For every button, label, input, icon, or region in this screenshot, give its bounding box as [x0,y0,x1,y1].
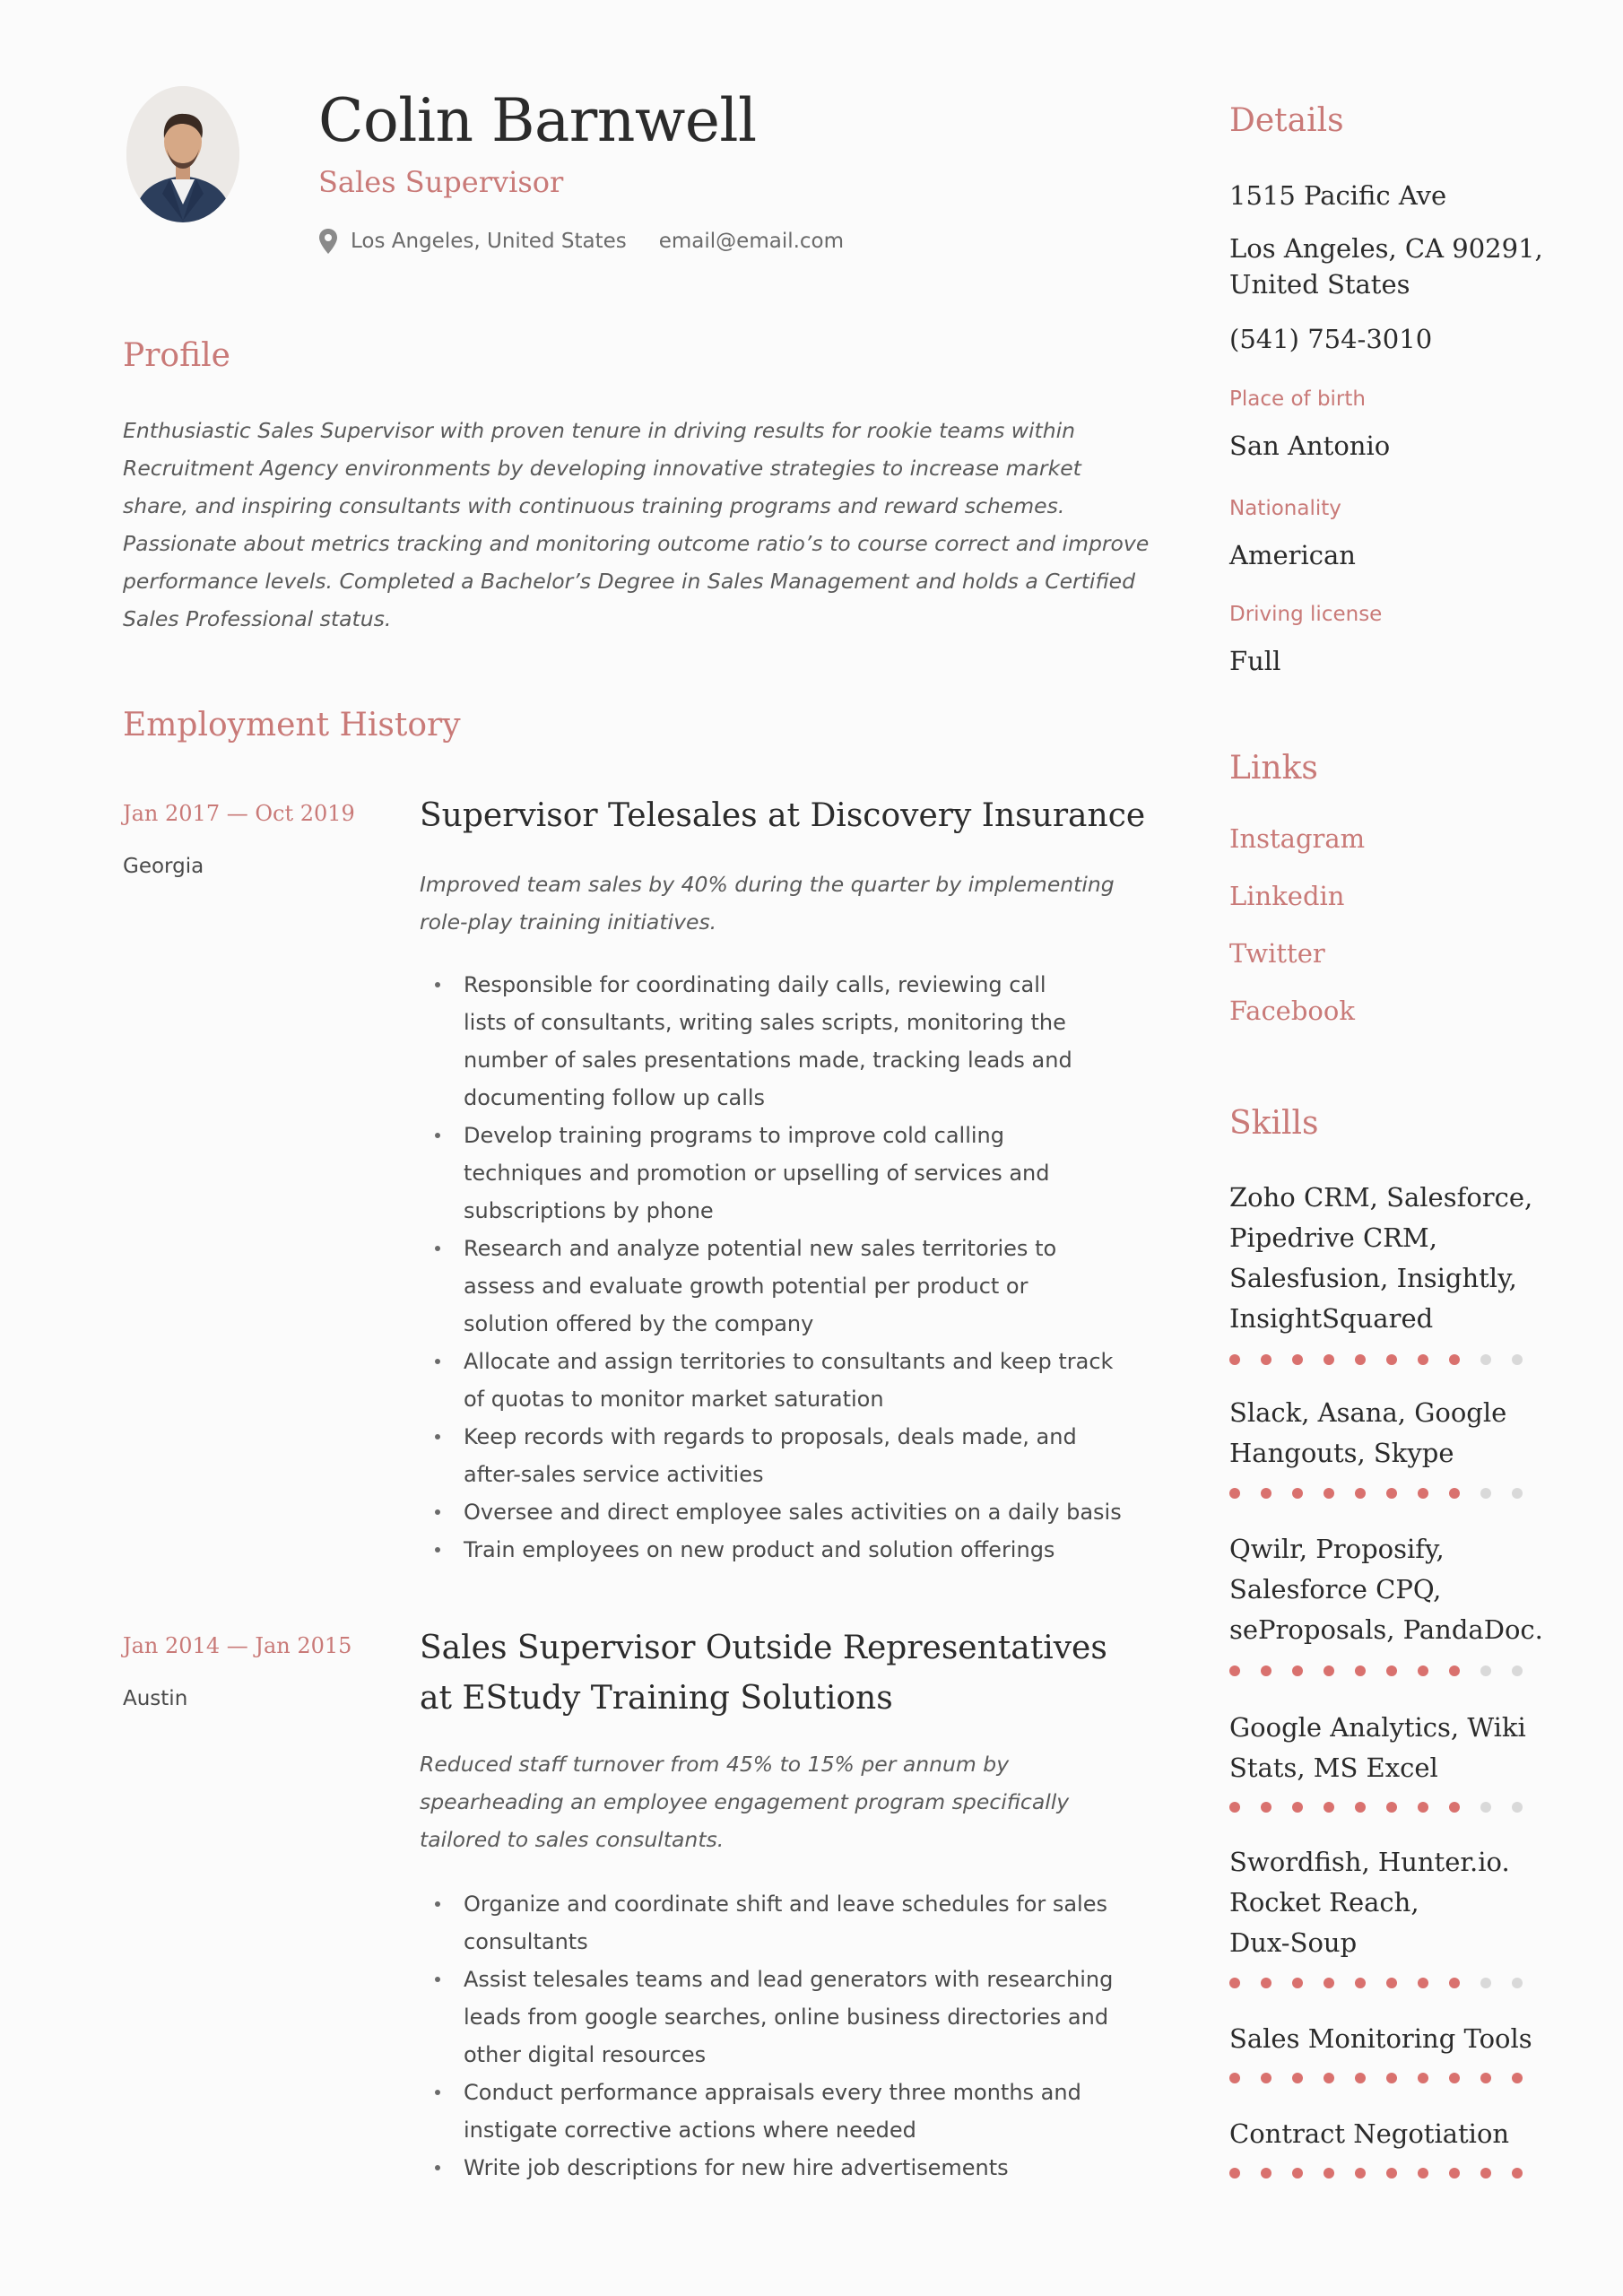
skill-dot-filled [1418,1978,1428,1988]
list-item [420,1493,1122,1531]
profile-line: Recruitment Agency environments by developing innovative strategies to increase market [123,456,1081,481]
skill-dot-filled [1324,1978,1334,1988]
profile-line: Enthusiastic Sales Supervisor with proven tenure in driving results for rookie teams within [123,418,1076,443]
skill-dot-filled [1512,2073,1523,2083]
skill-dot-empty [1480,1978,1491,1988]
skill-line: Hangouts, Skype [1229,1438,1454,1468]
skill-dot-filled [1355,1802,1366,1813]
skill-line: Slack, Asana, Google [1229,1397,1507,1428]
skill-dot-filled [1261,2168,1271,2179]
location-pin-icon [318,228,338,255]
skill-name [1229,1529,1543,1650]
skill-dot-filled [1355,1488,1366,1499]
list-item-line: solution offered by the company [464,1311,814,1336]
candidate-title: Sales Supervisor [318,165,564,199]
job-city: Austin [123,1687,188,1710]
profile-line: performance levels. Completed a Bachelor’s Degree in Sales Management and holds a Certified [123,569,1136,594]
job-dates: Jan 2014 — Jan 2015 [123,1633,352,1658]
skill-dot-empty [1480,1802,1491,1813]
skill-dot-filled [1324,1665,1334,1676]
list-item-line: consultants [464,1929,588,1954]
link-linkedin[interactable]: Linkedin [1229,881,1345,911]
list-item-line: Write job descriptions for new hire advertisements [464,2155,1009,2180]
skill-level [1229,1802,1525,1814]
list-item [420,1117,1122,1230]
nationality-value: American [1229,540,1356,570]
list-item-line: Conduct performance appraisals every three months and [464,2080,1081,2105]
skill-dot-filled [1229,2168,1240,2179]
profile-heading: Profile [123,337,230,374]
job-title-line: at EStudy Training Solutions [420,1680,893,1717]
skill-dot-filled [1292,1488,1303,1499]
job-title [420,791,1145,841]
skill-dot-filled [1418,1802,1428,1813]
list-item-line: subscriptions by phone [464,1198,714,1223]
profile-photo [126,86,239,222]
email-link[interactable]: email@email.com [658,230,845,253]
skill-dot-empty [1512,1354,1523,1365]
skill-level [1229,1354,1525,1367]
skill-dot-filled [1449,1978,1460,1988]
skill-dot-filled [1512,2168,1523,2179]
list-item-line: Oversee and direct employee sales activities on a daily basis [464,1500,1122,1525]
skill-line: Pipedrive CRM, [1229,1222,1437,1253]
list-item-line: number of sales presentations made, tracking leads and [464,1048,1072,1073]
skill-dot-filled [1418,1488,1428,1499]
list-item-line: after-sales service activities [464,1462,764,1487]
skills-heading: Skills [1229,1105,1319,1142]
skill-dot-empty [1512,1665,1523,1676]
list-item-line: Train employees on new product and solution offerings [464,1537,1055,1562]
profile-line: Sales Professional status. [123,606,392,631]
list-item [420,1885,1113,1961]
job-title [420,1623,1107,1724]
avatar [126,86,239,222]
job-responsibilities [420,1885,1113,2187]
skill-line: Stats, MS Excel [1229,1752,1438,1783]
skill-line: Contract Negotiation [1229,2118,1510,2149]
skill-dot-filled [1386,2168,1397,2179]
skill-dot-filled [1386,1488,1397,1499]
place-of-birth-label: Place of birth [1229,387,1366,411]
location-text: Los Angeles, United States [351,230,627,253]
links-heading: Links [1229,750,1318,787]
skill-dot-filled [1261,1354,1271,1365]
list-item [420,1418,1122,1493]
skill-dot-filled [1324,2168,1334,2179]
skill-dot-filled [1449,1802,1460,1813]
candidate-name: Colin Barnwell [318,86,757,155]
skill-dot-filled [1386,2073,1397,2083]
list-item [420,2074,1113,2149]
list-item [420,1230,1122,1343]
skill-dot-filled [1449,2073,1460,2083]
skill-dot-filled [1229,1665,1240,1676]
skill-dot-filled [1292,1978,1303,1988]
skill-dot-filled [1292,2073,1303,2083]
skill-dot-filled [1449,1665,1460,1676]
list-item-line: Responsible for coordinating daily calls, reviewing call [464,972,1046,997]
skill-dot-filled [1229,1354,1240,1365]
employment-heading: Employment History [123,707,461,744]
job-summary-line: role-play training initiatives. [420,909,717,935]
list-item-line: Assist telesales teams and lead generators with researching [464,1967,1114,1992]
skill-dot-empty [1512,1802,1523,1813]
job-summary-line: Reduced staff turnover from 45% to 15% per annum by [420,1752,1010,1777]
skill-dot-filled [1386,1978,1397,1988]
list-item-line: of quotas to monitor market saturation [464,1387,884,1412]
link-instagram[interactable]: Instagram [1229,823,1366,854]
address-line: United States [1229,269,1410,300]
skill-level [1229,2168,1525,2180]
skill-name [1229,1708,1526,1788]
job-city: Georgia [123,855,204,878]
skill-dot-filled [1386,1354,1397,1365]
skill-dot-filled [1386,1802,1397,1813]
skill-dot-empty [1480,1354,1491,1365]
link-twitter[interactable]: Twitter [1229,938,1325,969]
skill-dot-filled [1292,1665,1303,1676]
list-item-line: Allocate and assign territories to consultants and keep track [464,1349,1114,1374]
skill-dot-filled [1292,2168,1303,2179]
skill-dot-filled [1355,1978,1366,1988]
job-summary-line: tailored to sales consultants. [420,1827,725,1852]
skill-dot-filled [1418,2073,1428,2083]
skill-dot-filled [1324,1802,1334,1813]
list-item [420,1343,1122,1418]
skill-line: Google Analytics, Wiki [1229,1712,1526,1743]
skill-dot-empty [1480,1488,1491,1499]
skill-dot-filled [1355,2168,1366,2179]
skill-dot-filled [1449,2168,1460,2179]
skill-line: Rocket Reach, [1229,1887,1419,1918]
address-line: Los Angeles, CA 90291, [1229,233,1543,264]
list-item-line: Organize and coordinate shift and leave schedules for sales [464,1892,1107,1917]
skill-level [1229,1978,1525,1990]
skill-dot-filled [1292,1802,1303,1813]
skill-dot-filled [1229,2073,1240,2083]
driving-license-label: Driving license [1229,603,1383,626]
list-item [420,1531,1122,1569]
skill-line: Zoho CRM, Salesforce, [1229,1182,1533,1213]
skill-line: Salesforce CPQ, [1229,1574,1442,1605]
list-item-line: instigate corrective actions where needed [464,2118,916,2143]
job-title-line: Supervisor Telesales at Discovery Insurance [420,797,1146,834]
list-item-line: other digital resources [464,2042,707,2067]
skill-dot-empty [1480,1665,1491,1676]
skill-dot-filled [1324,1488,1334,1499]
list-item-line: assess and evaluate growth potential per product or [464,1274,1028,1299]
profile-line: share, and inspiring consultants with continuous training programs and reward schemes. [123,493,1065,518]
skill-dot-filled [1449,1488,1460,1499]
skill-dot-filled [1292,1354,1303,1365]
skill-dot-filled [1229,1978,1240,1988]
skill-line: Dux-Soup [1229,1927,1358,1958]
skill-dot-filled [1229,1488,1240,1499]
skill-dot-empty [1512,1978,1523,1988]
driving-license-value: Full [1229,646,1281,676]
skill-dot-filled [1261,1665,1271,1676]
skill-dot-empty [1512,1488,1523,1499]
skill-name [1229,1178,1532,1339]
list-item-line: Keep records with regards to proposals, deals made, and [464,1424,1077,1449]
skill-level [1229,1665,1525,1678]
skill-dot-filled [1261,1802,1271,1813]
skill-name [1229,1842,1510,1963]
skill-name [1229,2114,1509,2154]
skill-dot-filled [1324,2073,1334,2083]
profile-summary [123,412,1150,638]
nationality-label: Nationality [1229,497,1341,520]
skill-dot-filled [1480,2168,1491,2179]
skill-line: seProposals, PandaDoc. [1229,1614,1543,1645]
address-line: 1515 Pacific Ave [1229,180,1447,211]
skill-dot-filled [1261,1488,1271,1499]
skill-dot-filled [1324,1354,1334,1365]
profile-line: Passionate about metrics tracking and monitoring outcome ratio’s to course correct and improve [123,531,1150,556]
list-item [420,966,1122,1117]
list-item [420,2149,1113,2187]
skill-dot-filled [1418,2168,1428,2179]
skill-name [1229,1393,1506,1474]
skill-dot-filled [1355,1665,1366,1676]
skill-dot-filled [1418,1354,1428,1365]
list-item-line: documenting follow up calls [464,1085,766,1110]
skill-line: Salesfusion, Insightly, [1229,1263,1517,1293]
skill-dot-filled [1261,2073,1271,2083]
skill-dot-filled [1261,1978,1271,1988]
job-summary-line: spearheading an employee engagement program specifically [420,1789,1070,1814]
list-item-line: techniques and promotion or upselling of services and [464,1161,1050,1186]
skill-dot-filled [1355,1354,1366,1365]
skill-dot-filled [1386,1665,1397,1676]
job-dates: Jan 2017 — Oct 2019 [123,801,355,826]
job-summary [420,1745,1069,1858]
skill-dot-filled [1229,1802,1240,1813]
job-title-line: Sales Supervisor Outside Representatives [420,1630,1107,1666]
list-item-line: lists of consultants, writing sales scripts, monitoring the [464,1010,1066,1035]
skill-line: Swordfish, Hunter.io. [1229,1847,1510,1877]
job-responsibilities [420,966,1122,1569]
skill-dot-filled [1480,2073,1491,2083]
skill-dot-filled [1418,1665,1428,1676]
job-summary-line: Improved team sales by 40% during the quarter by implementing [420,872,1115,897]
list-item [420,1961,1113,2074]
list-item-line: Research and analyze potential new sales territories to [464,1236,1057,1261]
skill-line: Qwilr, Proposify, [1229,1534,1445,1564]
skill-dot-filled [1355,2073,1366,2083]
job-summary [420,865,1115,941]
skill-level [1229,1488,1525,1500]
skill-line: Sales Monitoring Tools [1229,2023,1532,2054]
phone-number[interactable]: (541) 754-3010 [1229,324,1433,354]
skill-name [1229,2019,1532,2059]
contact-row [318,228,844,255]
skill-dot-filled [1449,1354,1460,1365]
details-heading: Details [1229,102,1344,139]
list-item-line: leads from google searches, online business directories and [464,2005,1109,2030]
link-facebook[interactable]: Facebook [1229,996,1355,1026]
skill-level [1229,2073,1525,2085]
list-item-line: Develop training programs to improve cold calling [464,1123,1004,1148]
place-of-birth-value: San Antonio [1229,430,1391,461]
skill-line: InsightSquared [1229,1303,1434,1334]
